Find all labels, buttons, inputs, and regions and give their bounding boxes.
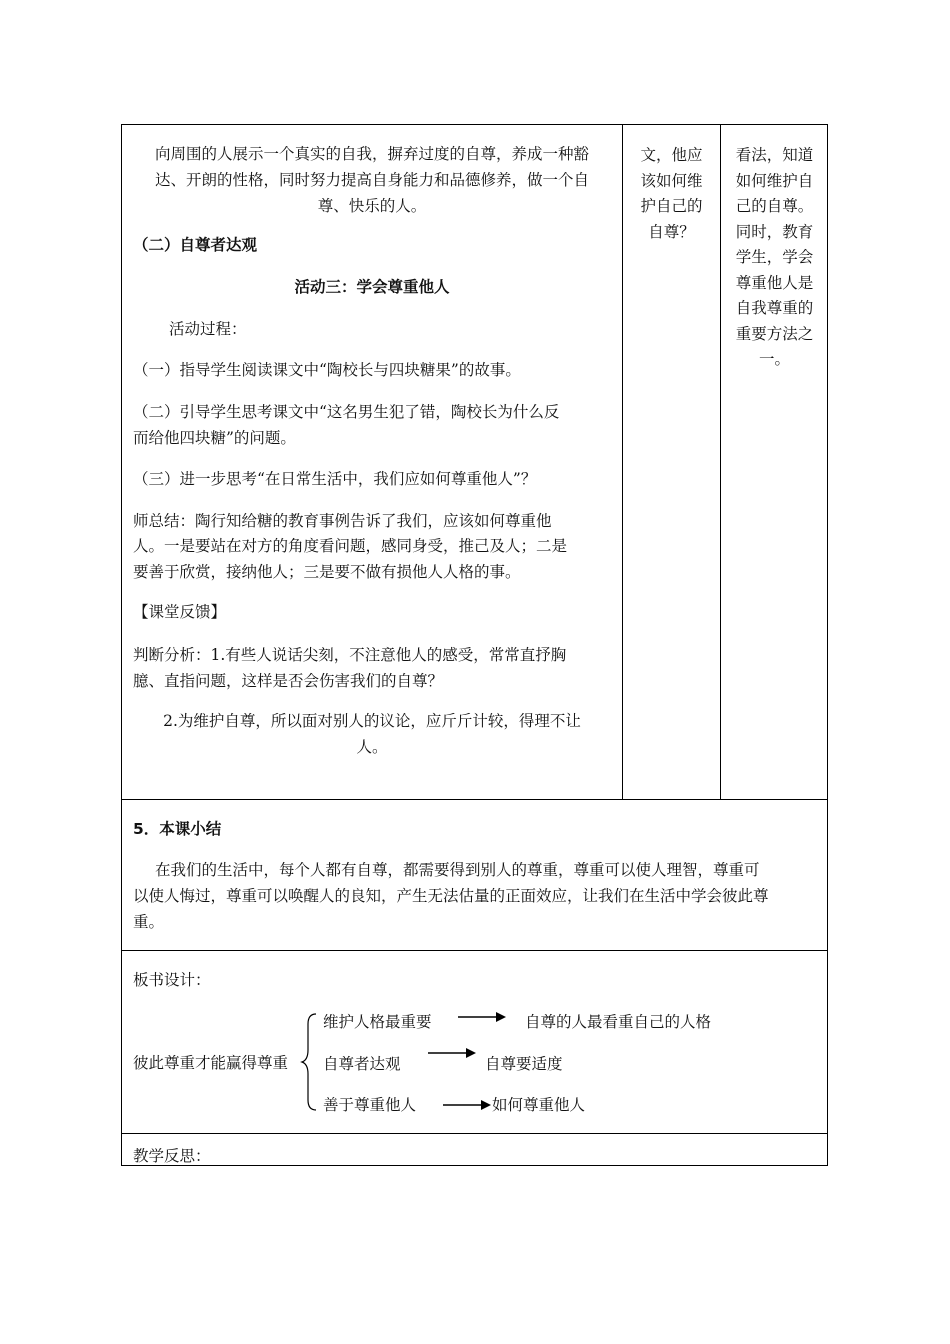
step-3: （三）进一步思考“在日常生活中，我们应如何尊重他人”？ [133, 470, 537, 488]
intent-line-7: 自我尊重的 [735, 299, 814, 317]
intent-line-4: 同时，教育 [735, 223, 814, 241]
intent-line-5: 学生，学会 [735, 248, 814, 266]
arrow-right-icon [458, 1011, 506, 1023]
intro-line-3: 尊、快乐的人。 [317, 197, 427, 215]
intro-line-2: 达、开朗的性格，同时努力提高自身能力和品德修养，做一个自 [154, 171, 589, 189]
intent-line-9: 一。 [758, 350, 790, 368]
intent-line-6: 尊重他人是 [735, 274, 814, 292]
intro-line-1: 向周围的人展示一个真实的自我，摒弃过度的自尊，养成一种豁 [154, 145, 589, 163]
intent-line-2: 如何维护自 [735, 172, 814, 190]
branch-3-left: 善于尊重他人 [323, 1096, 417, 1114]
lesson-summary-line-2: 以使人悔过，尊重可以唤醒人的良知，产生无法估量的正面效应，让我们在生活中学会彼此尊 [133, 887, 769, 905]
branch-1-right: 自尊的人最看重自己的人格 [525, 1013, 712, 1031]
intent-line-8: 重要方法之 [735, 325, 814, 343]
row-divider-3 [121, 1133, 828, 1134]
intent-line-3: 己的自尊。 [735, 197, 814, 215]
arrow-right-icon [428, 1047, 476, 1059]
lesson-summary-heading: 5．本课小结 [133, 820, 222, 838]
lesson-summary-line-3: 重。 [133, 913, 165, 931]
student-line-3: 护自己的 [640, 197, 703, 215]
row-divider-2 [121, 950, 828, 951]
branch-2-right: 自尊要适度 [485, 1055, 563, 1073]
judge-2-line-1: 2.为维护自尊，所以面对别人的议论，应斤斤计较，得理不让 [163, 712, 581, 730]
step-2-line-2: 而给他四块糖”的问题。 [133, 429, 296, 447]
board-root: 彼此尊重才能赢得尊重 [133, 1054, 289, 1072]
summary-line-3: 要善于欣赏，接纳他人；三是要不做有损他人人格的事。 [133, 563, 521, 581]
student-line-1: 文，他应 [640, 146, 703, 164]
summary-line-1: 师总结：陶行知给糖的教育事例告诉了我们，应该如何尊重他 [133, 512, 552, 530]
feedback-heading: 【课堂反馈】 [133, 603, 227, 621]
summary-line-2: 人。一是要站在对方的角度看问题，感同身受，推己及人；二是 [133, 537, 568, 555]
student-line-4: 自尊？ [648, 223, 695, 241]
judge-2-line-2: 人。 [356, 738, 388, 756]
reflection-label: 教学反思： [133, 1147, 211, 1165]
section-heading: （二）自尊者达观 [133, 236, 258, 254]
process-label: 活动过程： [169, 320, 247, 338]
branch-3-right: 如何尊重他人 [492, 1096, 586, 1114]
judge-line-1: 判断分析：1.有些人说话尖刻，不注意他人的感受，常常直抒胸 [133, 646, 567, 664]
judge-line-2: 臆、直指问题，这样是否会伤害我们的自尊？ [133, 672, 444, 690]
activity-title: 活动三：学会尊重他人 [294, 278, 450, 296]
board-design-label: 板书设计： [133, 971, 211, 989]
arrow-right-icon [443, 1099, 491, 1111]
branch-1-left: 维护人格最重要 [323, 1013, 432, 1031]
branch-2-left: 自尊者达观 [323, 1055, 401, 1073]
lesson-summary-line-1: 在我们的生活中，每个人都有自尊，都需要得到别人的尊重，尊重可以使人理智，尊重可 [155, 861, 760, 879]
brace-icon [300, 1012, 320, 1112]
step-2-line-1: （二）引导学生思考课文中“这名男生犯了错，陶校长为什么反 [133, 403, 560, 421]
intent-line-1: 看法，知道 [735, 146, 814, 164]
student-line-2: 该如何维 [640, 172, 703, 190]
row-divider-1 [121, 799, 828, 800]
step-1: （一）指导学生阅读课文中“陶校长与四块糖果”的故事。 [133, 361, 521, 379]
